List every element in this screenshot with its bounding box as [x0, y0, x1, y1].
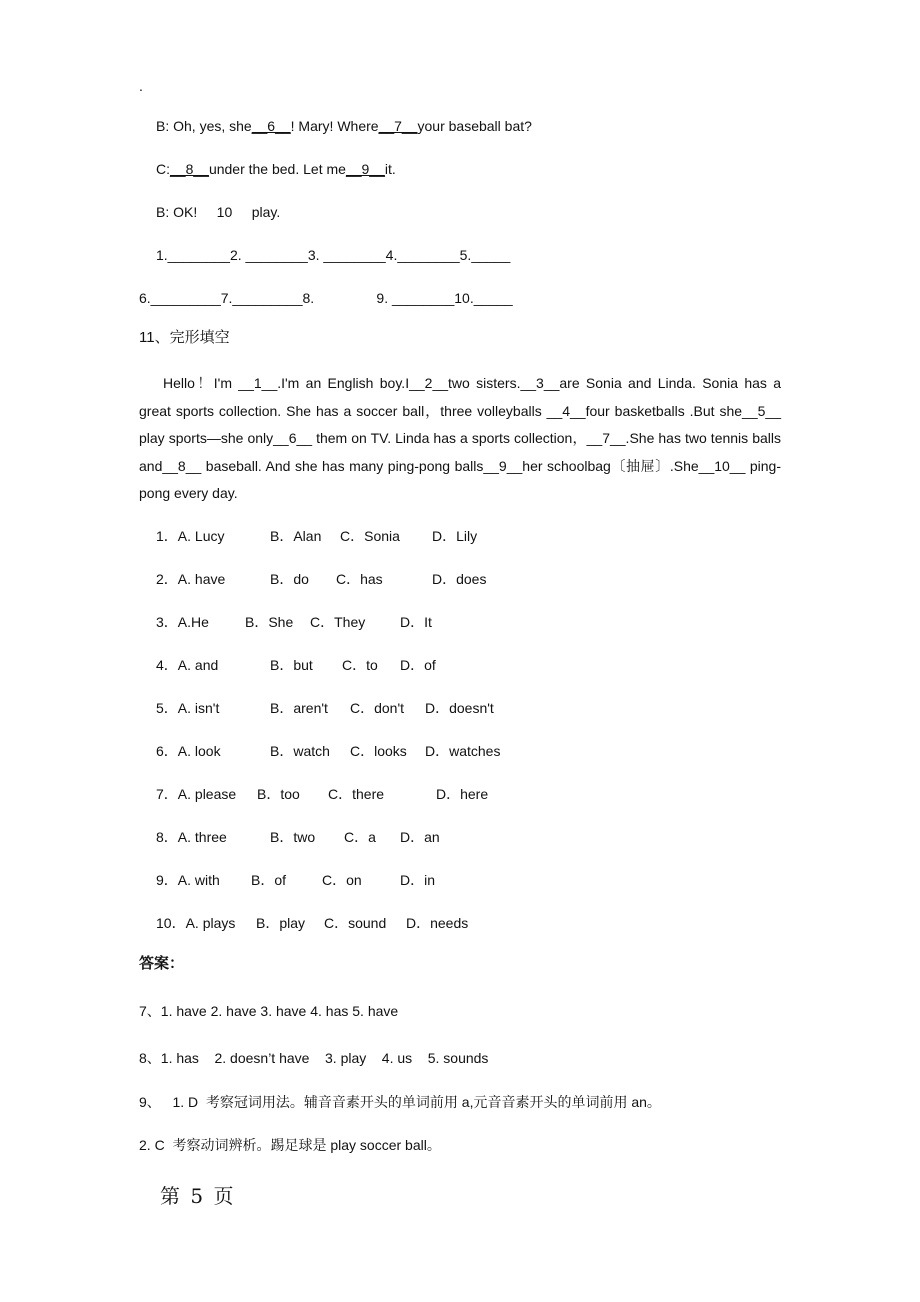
option-d: D．of: [400, 657, 436, 673]
option-b: B．but: [270, 657, 313, 673]
option-b: B．two: [270, 829, 316, 845]
option-c: C．to: [342, 657, 378, 673]
option-row: 10．A. plays: [156, 915, 236, 931]
option-d: D．doesn't: [425, 700, 494, 716]
answer-9-2: 2. C 考察动词辨析。踢足球是 play soccer ball。: [139, 1137, 441, 1153]
blank-8: __8__: [170, 161, 209, 177]
answer-8: 8、1. has 2. doesn’t have 3. play 4. us 5. sounds: [139, 1050, 489, 1066]
option-b: B．of: [251, 872, 287, 888]
option-row: 6．A. look: [156, 743, 221, 759]
option-b: B．watch: [270, 743, 330, 759]
option-b: B．She: [245, 614, 294, 630]
blank-7: __7__: [378, 118, 418, 134]
option-c: C．there: [328, 786, 385, 802]
dialog-line-b2: B: OK! 10 play.: [156, 204, 281, 220]
option-c: C．They: [310, 614, 366, 630]
cloze-passage: [139, 370, 781, 508]
option-d: D．an: [400, 829, 440, 845]
option-c: C．don't: [350, 700, 405, 716]
dialog-text: it.: [384, 161, 396, 177]
option-b: B．Alan: [270, 528, 322, 544]
option-d: D．watches: [425, 743, 501, 759]
dialog-text: B: Oh, yes, she: [156, 118, 252, 134]
option-c: C．a: [344, 829, 376, 845]
answer-blanks-row-2: 6._________7._________8. 9. ________10._____: [139, 290, 513, 306]
option-row: 3．A.He: [156, 614, 209, 630]
option-d: D．does: [432, 571, 487, 587]
stray-dot: .: [139, 78, 143, 94]
option-d: D．Lily: [432, 528, 478, 544]
option-c: C．on: [322, 872, 362, 888]
option-c: C．looks: [350, 743, 407, 759]
option-row: 2．A. have: [156, 571, 226, 587]
page-number: 第 5 页: [160, 1184, 236, 1208]
answers-heading: 答案：: [139, 955, 185, 972]
option-b: B．play: [256, 915, 306, 931]
answer-9-1: 9、 1. D 考察冠词用法。辅音音素开头的单词前用 a,元音音素开头的单词前用 an。: [139, 1094, 661, 1110]
dialog-text: under the bed. Let me: [208, 161, 346, 177]
option-row: 9．A. with: [156, 872, 220, 888]
dialog-text: C:: [156, 161, 170, 177]
option-d: D．It: [400, 614, 432, 630]
option-d: D．here: [436, 786, 489, 802]
passage-text: Hello！I'm __1__.I'm an English boy.I__2__two sisters.__3__are Sonia and Linda. Sonia has a great sports collection. She has a soccer ball，three volleyballs __4__four basketballs .But she__5__ play sports—she only__6__ them on TV. Linda has a sports collection，__7__.She has two tennis balls and__8__ baseball. And she has many ping-pong balls__9__her schoolbag〔抽屉〕.She__10__ ping-pong every day.: [139, 375, 781, 502]
option-d: D．in: [400, 872, 436, 888]
option-row: 1．A. Lucy: [156, 528, 225, 544]
section-title: 11、完形填空: [139, 329, 230, 346]
dialog-text: your baseball bat?: [417, 118, 532, 134]
option-c: C．Sonia: [340, 528, 400, 544]
dialog-line-c1: [156, 159, 396, 179]
blank-6: __6__: [251, 118, 291, 134]
answer-7: 7、1. have 2. have 3. have 4. has 5. have: [139, 1003, 399, 1019]
option-d: D．needs: [406, 915, 469, 931]
option-b: B．do: [270, 571, 309, 587]
option-row: 7．A. please: [156, 786, 237, 802]
option-b: B．too: [257, 786, 300, 802]
option-b: B．aren't: [270, 700, 328, 716]
option-row: 4．A. and: [156, 657, 219, 673]
option-row: 5．A. isn't: [156, 700, 220, 716]
blank-9: __9__: [345, 161, 385, 177]
option-c: C．has: [336, 571, 383, 587]
option-c: C．sound: [324, 915, 387, 931]
option-row: 8．A. three: [156, 829, 227, 845]
dialog-text: ! Mary! Where: [290, 118, 379, 134]
dialog-line-b1: [156, 116, 532, 136]
answer-blanks-row-1: 1.________2. ________3. ________4.________5._____: [156, 247, 511, 263]
